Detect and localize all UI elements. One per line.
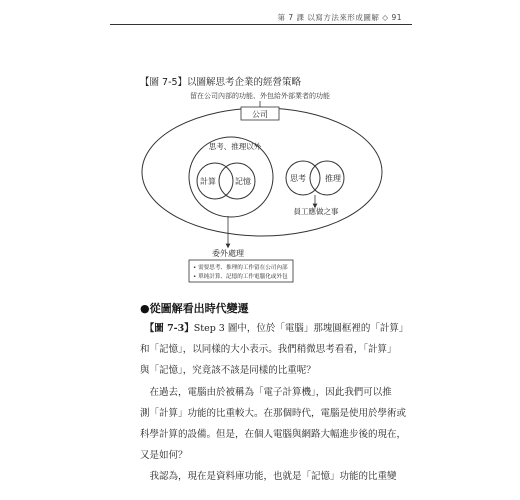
paragraph-line: 與「記憶」，究竟該不該是同樣的比重呢？: [140, 365, 316, 376]
think2-label: 思考: [290, 174, 306, 183]
top-note: 留在公司內部的功能、外包給外部業者的功能: [190, 92, 330, 100]
paragraph-line-text: Step 3 圖中，位於「電腦」那塊圓框裡的「計算」: [193, 323, 409, 334]
outsource-label: 委外處理: [212, 249, 244, 258]
memory-label: 記憶: [235, 177, 251, 186]
running-head: 第 7 課 以寫方法來形成圖解 ◇ 91: [277, 13, 402, 22]
section-heading: ●從圖解看出時代變遷: [140, 302, 249, 315]
reason-label: 推理: [325, 174, 341, 183]
paragraph-3: [140, 466, 395, 487]
paragraph-line: 我認為，現在是資料庫功能，也就是「記憶」功能的比重變: [140, 471, 397, 482]
company-label: 公司: [252, 110, 268, 119]
paragraph-line: 和「記憶」，以同樣的大小表示。我們稍微思考看看，「計算」: [140, 344, 397, 355]
paragraph-line: [140, 318, 409, 339]
employee-label: 員工應做之事: [293, 207, 339, 216]
outsource-note-1: • 需要思考、推理的工作留在公司內部: [193, 265, 288, 271]
paragraph-1: [140, 318, 409, 381]
outsource-note-2: • 單純計算、記憶的工作電腦化或外包: [193, 274, 288, 280]
paragraph-line: 在過去，電腦由於被稱為「電子計算機」，因此我們可以推: [140, 387, 392, 398]
paragraph-line: 科學計算的設備。但是，在個人電腦與網路大幅進步後的現在，: [140, 429, 407, 440]
figure-reference: 【圖 7-3】: [149, 323, 194, 334]
calc-label: 計算: [200, 177, 216, 186]
think-label: 思考、推理以外: [208, 142, 262, 151]
figure-caption: 【圖 7-5】以圖解思考企業的經營策略: [140, 77, 302, 88]
paragraph-line: 測「計算」功能的比重較大。在那個時代，電腦是使用於學術或: [140, 408, 407, 419]
paragraph-2: [140, 382, 407, 466]
company-ellipse: [142, 108, 382, 236]
paragraph-line: 又是如何？: [140, 450, 188, 461]
